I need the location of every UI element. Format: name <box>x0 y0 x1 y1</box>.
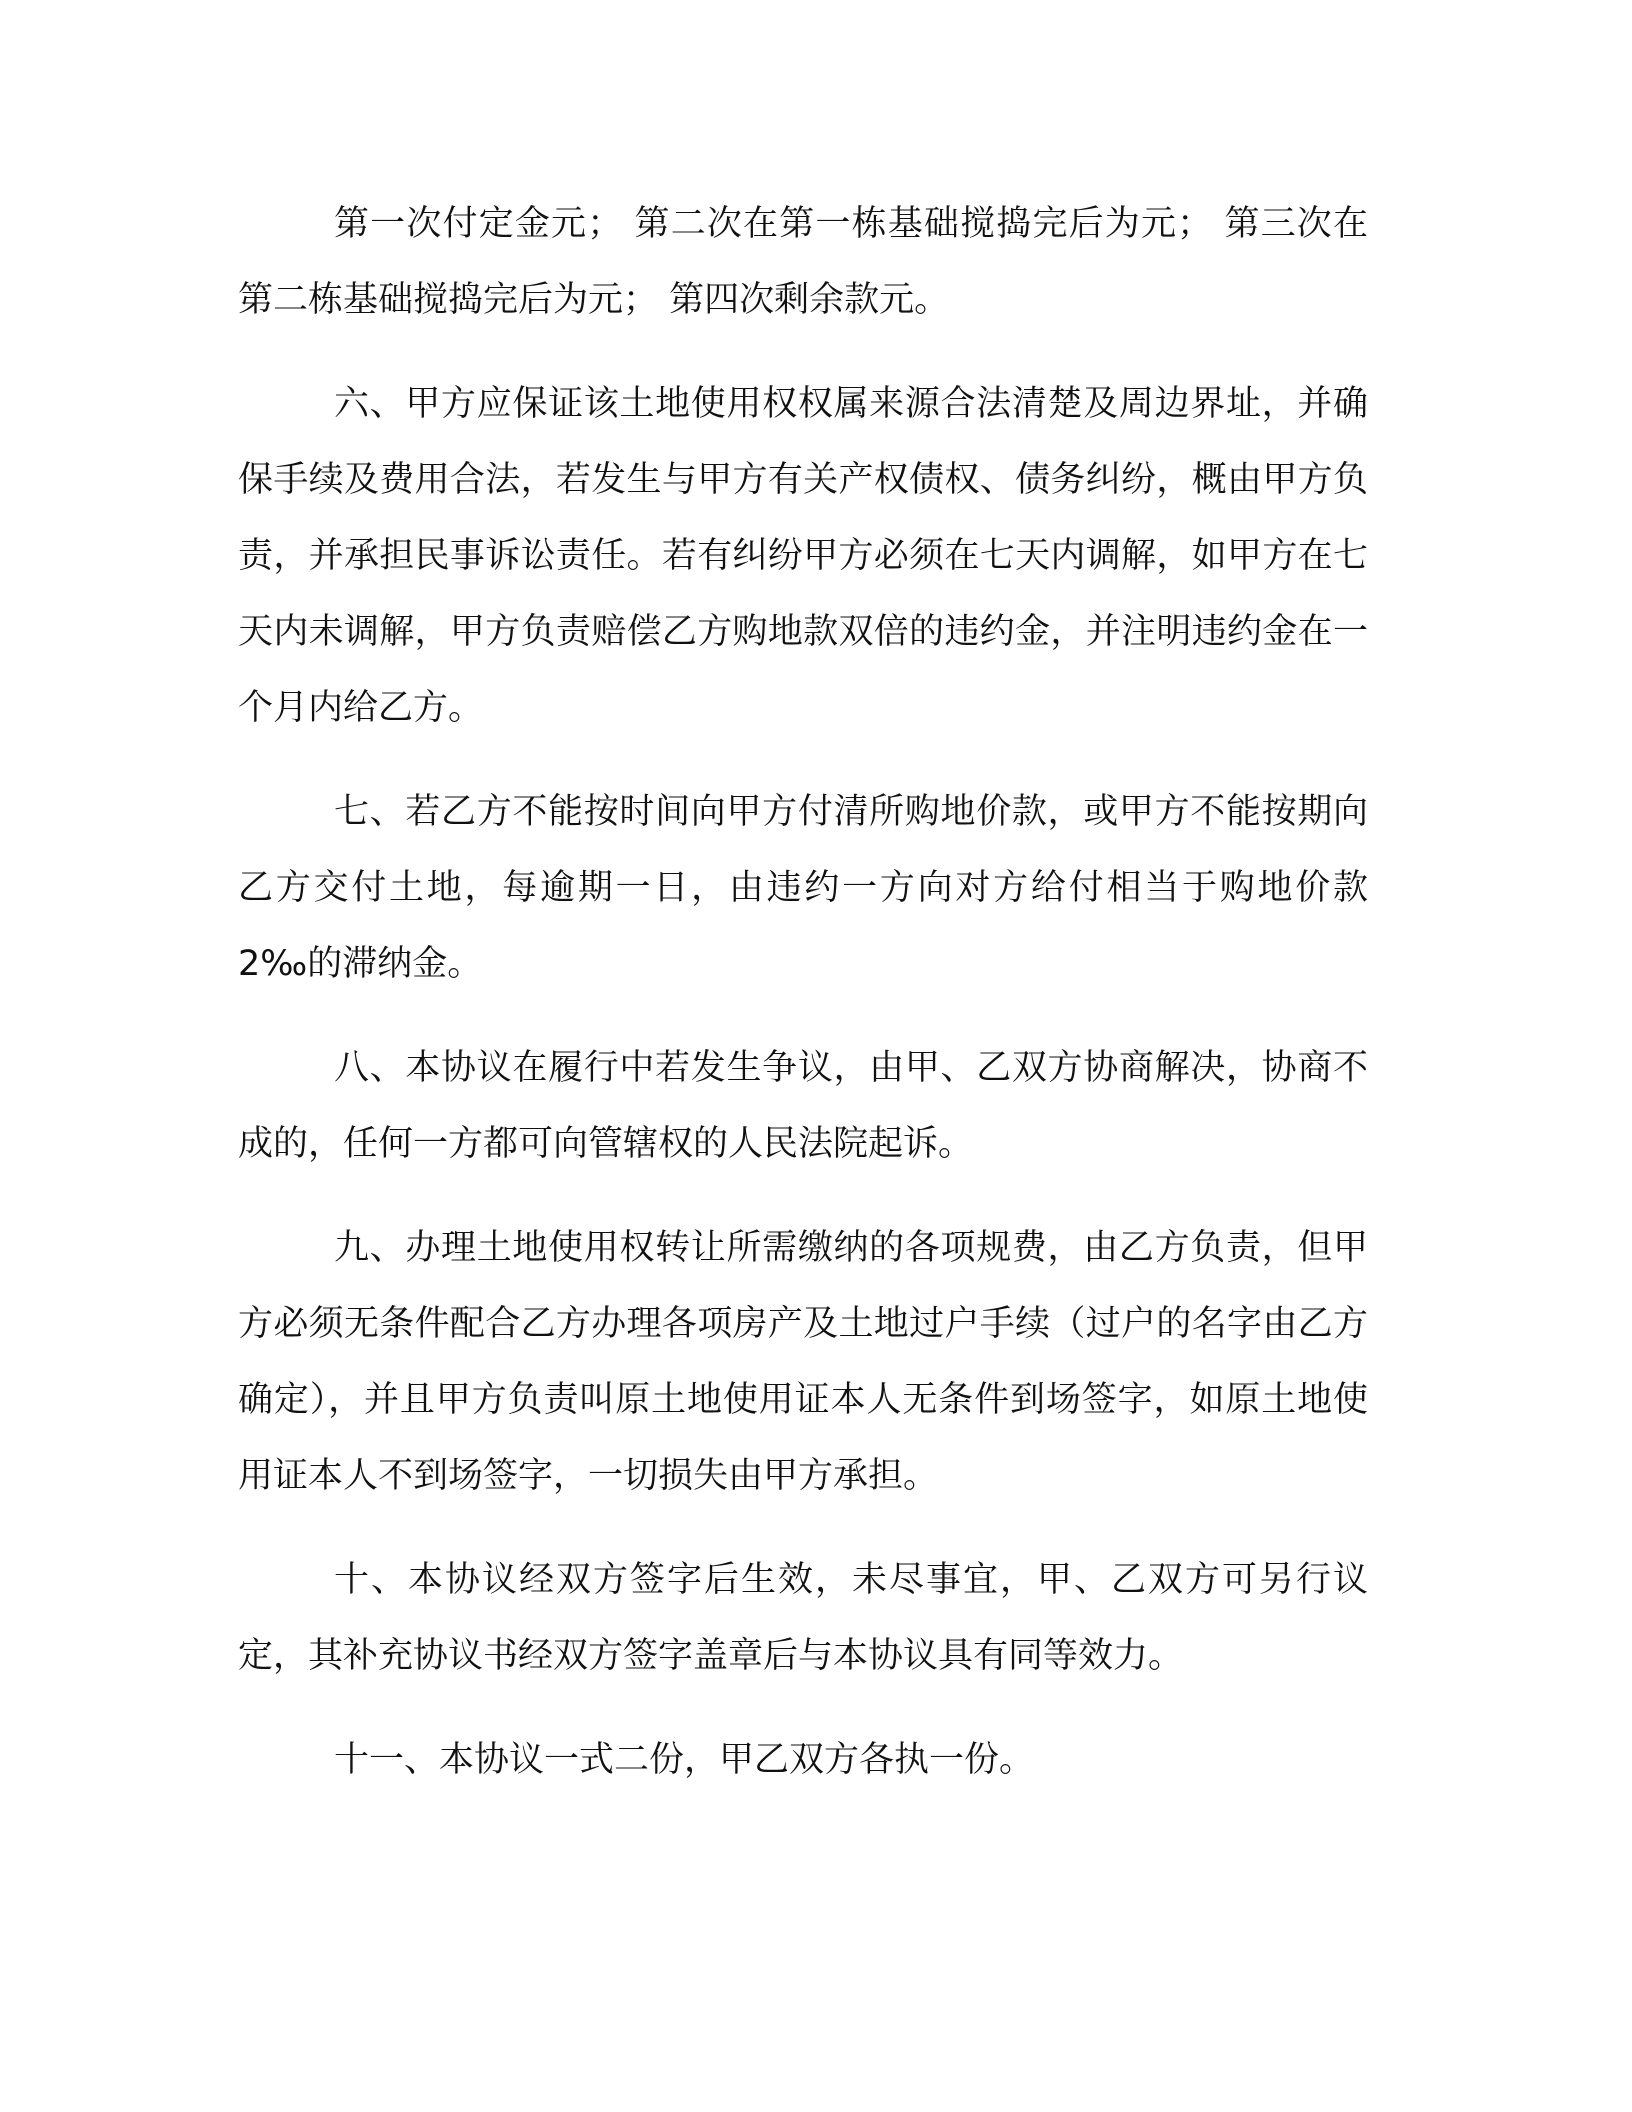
paragraph-clause-6: 六、甲方应保证该土地使用权权属来源合法清楚及周边界址，并确保手续及费用合法，若发生与甲方有关产权债权、债务纠纷，概由甲方负责，并承担民事诉讼责任。若有纠纷甲方必须在七天内调解，如甲方在七天内未调解，甲方负责赔偿乙方购地款双倍的违约金，并注明违约金在一个月内给乙方。 <box>238 384 1368 728</box>
paragraph-clause-9: 九、办理土地使用权转让所需缴纳的各项规费，由乙方负责，但甲方必须无条件配合乙方办理各项房产及土地过户手续（过户的名字由乙方确定），并且甲方负责叫原土地使用证本人无条件到场签字，如原土地使用证本人不到场签字，一切损失由甲方承担。 <box>238 1228 1368 1496</box>
paragraph-payment-schedule: 第一次付定金元； 第二次在第一栋基础搅捣完后为元； 第三次在第二栋基础搅捣完后为元； 第四次剩余款元。 <box>238 204 1368 320</box>
paragraph-clause-8: 八、本协议在履行中若发生争议，由甲、乙双方协商解决，协商不成的，任何一方都可向管辖权的人民法院起诉。 <box>238 1048 1368 1164</box>
document-body <box>238 186 1368 1826</box>
paragraph-clause-10: 十、本协议经双方签字后生效，未尽事宜，甲、乙双方可另行议定，其补充协议书经双方签字盖章后与本协议具有同等效力。 <box>238 1560 1368 1676</box>
paragraph-clause-7: 七、若乙方不能按时间向甲方付清所购地价款，或甲方不能按期向乙方交付土地，每逾期一日，由违约一方向对方给付相当于购地价款 2‰的滞纳金。 <box>238 792 1368 984</box>
paragraph-clause-11: 十一、本协议一式二份，甲乙双方各执一份。 <box>334 1740 1035 1780</box>
